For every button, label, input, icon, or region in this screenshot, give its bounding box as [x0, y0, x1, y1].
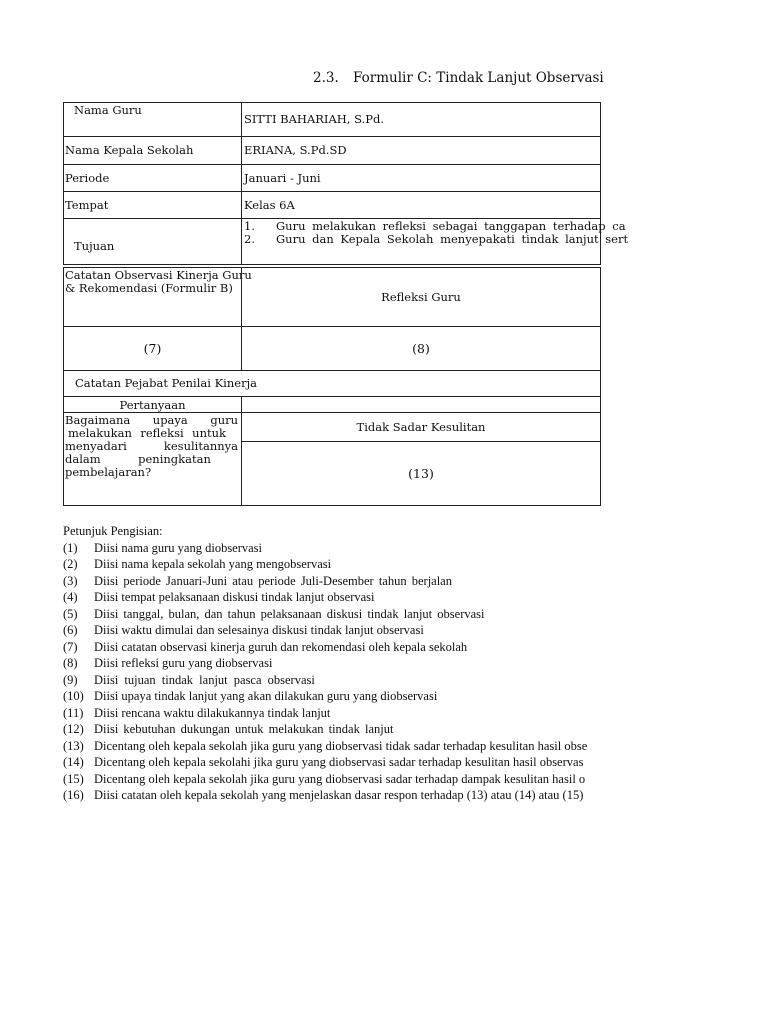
petunjuk-item: [63, 738, 587, 755]
question-line: menyadari kesulitannya dalam: [65, 439, 238, 466]
petunjuk-item: [63, 721, 587, 738]
periode-value-cell: [241, 164, 601, 192]
question-line: melakukan refleksi untuk: [68, 426, 226, 440]
tempat-label: Tempat: [65, 197, 109, 212]
petunjuk-item: [63, 622, 587, 639]
tidak-sadar-header: [241, 412, 601, 442]
pertanyaan-header: [63, 396, 242, 413]
periode-label: Periode: [65, 170, 110, 185]
petunjuk-text: Dicentang oleh kepala sekolahi jika guru yang diobservasi sadar terhadap kesulitan hasil observas: [94, 755, 584, 769]
kepala-value: ERIANA, S.Pd.SD: [244, 143, 347, 157]
ref-8: (8): [412, 341, 430, 356]
refleksi-guru-label: Refleksi Guru: [381, 289, 461, 304]
petunjuk-text: Diisi periode Januari-Juni atau periode Juli-Desember tahun berjalan: [94, 573, 452, 588]
petunjuk-number: (4): [63, 590, 78, 604]
petunjuk-text: Dicentang oleh kepala sekolah jika guru yang diobservasi sadar terhadap dampak kesulitan hasil o: [94, 771, 586, 786]
tidak-sadar-cell: [241, 441, 601, 506]
petunjuk-number: (2): [63, 557, 78, 571]
periode-value: Januari - Juni: [244, 170, 321, 185]
question-line: peningkatan: [138, 452, 211, 466]
petunjuk-text: Diisi tanggal, bulan, dan tahun pelaksanaan diskusi tindak lanjut observasi: [94, 606, 485, 621]
tempat-value-cell: [241, 191, 601, 219]
question-cell: [63, 412, 242, 506]
tujuan-label-cell: [63, 218, 242, 265]
ref-7: (7): [143, 341, 162, 356]
petunjuk-number: (13): [63, 738, 84, 753]
petunjuk-title: Petunjuk Pengisian:: [63, 524, 163, 538]
refleksi-guru-header: [241, 267, 601, 327]
petunjuk-item: [63, 573, 587, 590]
petunjuk-text: Diisi catatan oleh kepala sekolah yang menjelaskan dasar respon terhadap (13) atau (14) atau (15): [94, 788, 584, 802]
petunjuk-text: Diisi nama kepala sekolah yang mengobservasi: [94, 557, 332, 571]
catatan-observasi-cell: [63, 326, 242, 371]
nama-guru-value-cell: [241, 102, 601, 137]
petunjuk-item: [63, 754, 587, 771]
petunjuk-item: [63, 787, 587, 804]
catatan-header-line-2: & Rekomendasi (Formulir B): [65, 281, 233, 295]
tempat-label-cell: [63, 191, 242, 219]
petunjuk-number: (14): [63, 755, 84, 769]
refleksi-guru-cell: [241, 326, 601, 371]
petunjuk-number: (16): [63, 788, 84, 802]
petunjuk-item: [63, 705, 587, 722]
petunjuk-number: (9): [63, 672, 78, 687]
tujuan-item-text: Guru dan Kepala Sekolah menyepakati tindak lanjut sert: [276, 232, 629, 246]
petunjuk-text: Diisi rencana waktu dilakukannya tindak lanjut: [94, 705, 331, 720]
tujuan-value-cell: [241, 218, 629, 265]
tempat-value: Kelas 6A: [244, 197, 295, 212]
petunjuk-number: (15): [63, 771, 84, 786]
catatan-observasi-header: [63, 267, 252, 327]
petunjuk-item: [63, 556, 587, 573]
petunjuk-text: Diisi catatan observasi kinerja guruh dan rekomendasi oleh kepala sekolah: [94, 639, 468, 654]
question-line: Bagaimana upaya guru: [65, 413, 238, 427]
petunjuk-item: [63, 688, 587, 705]
petunjuk-item: [63, 655, 587, 672]
petunjuk-text: Diisi waktu dimulai dan selesainya diskusi tindak lanjut observasi: [94, 623, 424, 637]
petunjuk-number: (10): [63, 689, 84, 703]
petunjuk-item: [63, 589, 587, 606]
petunjuk-number: (6): [63, 623, 78, 637]
petunjuk-item: [63, 672, 587, 689]
petunjuk-text: Diisi tujuan tindak lanjut pasca observasi: [94, 672, 315, 687]
nama-guru-value: SITTI BAHARIAH, S.Pd.: [244, 112, 384, 126]
petunjuk-item: [63, 771, 587, 788]
petunjuk-number: (12): [63, 722, 84, 736]
petunjuk-number: (8): [63, 656, 78, 670]
tujuan-label: Tujuan: [74, 239, 115, 253]
tujuan-item-number: 1.: [244, 219, 255, 233]
nama-guru-label: Nama Guru: [74, 103, 142, 117]
petunjuk-pengisian: [63, 523, 587, 804]
petunjuk-text: Diisi refleksi guru yang diobservasi: [94, 656, 273, 670]
petunjuk-text: Diisi kebutuhan dukungan untuk melakukan tindak lanjut: [94, 722, 394, 736]
petunjuk-item: [63, 540, 587, 557]
kepala-value-cell: [241, 136, 601, 165]
pertanyaan-blank-cell: [241, 396, 601, 413]
pejabat-penilai-label: Catatan Pejabat Penilai Kinerja: [75, 376, 257, 390]
section-number: 2.3.: [313, 70, 339, 86]
petunjuk-text: Diisi upaya tindak lanjut yang akan dilakukan guru yang diobservasi: [94, 689, 438, 703]
kepala-label: Nama Kepala Sekolah: [65, 143, 194, 157]
petunjuk-item: [63, 606, 587, 623]
petunjuk-number: (7): [63, 639, 78, 654]
tujuan-item-number: 2.: [244, 232, 255, 246]
section-heading: [313, 70, 604, 86]
petunjuk-text: Diisi nama guru yang diobservasi: [94, 540, 263, 555]
ref-13: (13): [408, 466, 434, 481]
tujuan-item: [244, 232, 629, 246]
periode-label-cell: [63, 164, 242, 192]
petunjuk-number: (5): [63, 606, 78, 621]
petunjuk-number: (3): [63, 573, 78, 588]
tidak-sadar-label: Tidak Sadar Kesulitan: [356, 419, 486, 434]
section-title: Formulir C: Tindak Lanjut Observasi: [353, 70, 604, 86]
petunjuk-number: (11): [63, 705, 84, 720]
pejabat-penilai-row: [63, 370, 601, 397]
tujuan-item-text: Guru melakukan refleksi sebagai tanggapan terhadap ca: [276, 219, 626, 233]
question-line: pembelajaran?: [65, 465, 152, 479]
petunjuk-text: Diisi tempat pelaksanaan diskusi tindak lanjut observasi: [94, 590, 375, 604]
petunjuk-text: Dicentang oleh kepala sekolah jika guru yang diobservasi tidak sadar terhadap kesulitan hasil obse: [94, 738, 588, 753]
kepala-label-cell: [63, 136, 242, 165]
petunjuk-number: (1): [63, 540, 78, 555]
nama-guru-label-cell: [63, 102, 242, 137]
pertanyaan-label: Pertanyaan: [119, 397, 186, 412]
petunjuk-item: [63, 639, 587, 656]
catatan-header-line-1: Catatan Observasi Kinerja Guru: [65, 268, 252, 282]
